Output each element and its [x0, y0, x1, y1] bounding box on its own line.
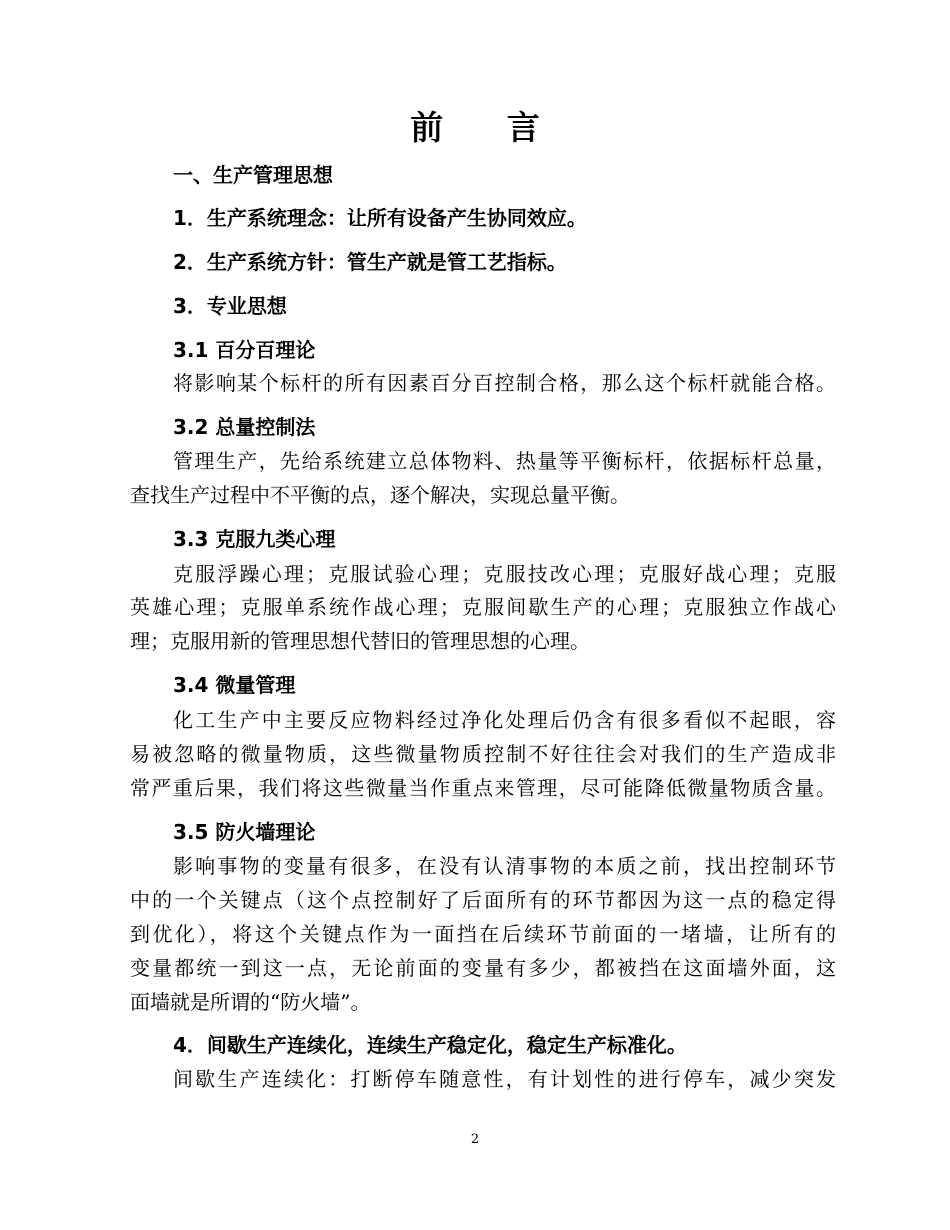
section-heading: 一、生产管理思想	[173, 163, 333, 187]
topic-heading: 3.4 微量管理	[173, 673, 296, 697]
paragraph-line: 管理生产，先给系统建立总体物料、热量等平衡标杆，依据标杆总量，	[173, 449, 836, 473]
topic-heading: 3.1 百分百理论	[173, 338, 316, 362]
paragraph-line: 易被忽略的微量物质，这些微量物质控制不好往往会对我们的生产造成非	[130, 742, 836, 766]
paragraph-line: 影响事物的变量有很多，在没有认清事物的本质之前，找出控制环节	[173, 854, 836, 878]
paragraph-line: 英雄心理；克服单系统作战心理；克服间歇生产的心理；克服独立作战心	[130, 595, 836, 619]
subsection-heading: 4．间歇生产连续化，连续生产稳定化，稳定生产标准化。	[173, 1033, 687, 1057]
topic-heading: 3.5 防火墙理论	[173, 820, 316, 844]
paragraph-line: 化工生产中主要反应物料经过净化处理后仍含有很多看似不起眼，容	[173, 708, 836, 732]
paragraph-line: 到优化），将这个关键点作为一面挡在后续环节前面的一堵墙，让所有的	[130, 922, 836, 946]
paragraph-line: 变量都统一到这一点，无论前面的变量有多少，都被挡在这面墙外面，这	[130, 956, 836, 980]
paragraph-line: 面墙就是所谓的“防火墙”。	[130, 990, 371, 1014]
topic-heading: 3.2 总量控制法	[173, 415, 316, 439]
topic-heading: 3.3 克服九类心理	[173, 527, 336, 551]
paragraph-line: 间歇生产连续化：打断停车随意性，有计划性的进行停车，减少突发	[173, 1067, 836, 1091]
page-number: 2	[470, 1132, 480, 1147]
paragraph-line: 中的一个关键点（这个点控制好了后面所有的环节都因为这一点的稳定得	[130, 888, 836, 912]
subsection-heading: 3．专业思想	[173, 294, 287, 318]
subsection-heading: 2．生产系统方针：管生产就是管工艺指标。	[173, 250, 567, 274]
paragraph-line: 将影响某个标杆的所有因素百分百控制合格，那么这个标杆就能合格。	[173, 371, 836, 395]
paragraph-line: 查找生产过程中不平衡的点，逐个解决，实现总量平衡。	[130, 483, 630, 507]
page-title: 前 言	[410, 108, 566, 147]
paragraph-line: 克服浮躁心理；克服试验心理；克服技改心理；克服好战心理；克服	[173, 562, 836, 586]
subsection-heading: 1．生产系统理念：让所有设备产生协同效应。	[173, 206, 587, 230]
paragraph-line: 常严重后果，我们将这些微量当作重点来管理，尽可能降低微量物质含量。	[130, 776, 836, 800]
paragraph-line: 理；克服用新的管理思想代替旧的管理思想的心理。	[130, 629, 590, 653]
